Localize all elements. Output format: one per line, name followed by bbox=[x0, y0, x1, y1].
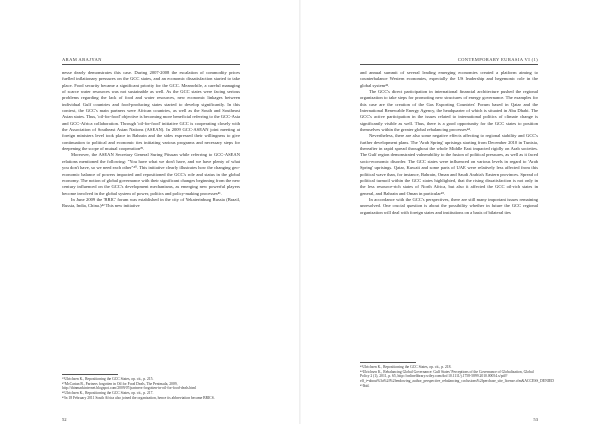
footnote-rule bbox=[360, 362, 416, 363]
paragraph: and annual summit of several leading emerging economies created a platform aiming to counterbalance Western economies, especially the US leadership and hegemonic role in the global system⁴³. bbox=[360, 70, 538, 88]
paragraph: nesse dearly demonstrates this case. During 2007-2008 the escalation of commodity prices fuelled inflationary pressures on the GCC states, and an economic dissatisfaction started to take place. Food security became a significant priority for the GCC. Meanwhile, a careful managing of scarce water resources was not sustainable as well. As the GCC states were facing serious problems regarding the lack of food and water resources, new economic linkages between individual Gulf countries and food-producing states started to develop significantly. In this context, the GCC's main partners were African countries, as well as the South and Southeast Asian states. Thus, 'oil-for-food' objective is becoming more beneficial referring to the GCC-Asia and GCC-Africa collaboration. Through 'oil-for-food' initiative GCC is cooperating closely with the Association of Southeast Asian Nations (ASEAN). In 2009 GCC-ASEAN joint meeting at foreign ministers level took place in Bahrain and the sides expressed their willingness to give continuation to political and economic ties initiating various programs and necessary steps for deepening the scope of mutual cooperation³⁹. bbox=[62, 70, 240, 152]
body-text-column bbox=[62, 70, 240, 210]
footnotes bbox=[62, 377, 240, 401]
footnotes bbox=[360, 365, 554, 389]
running-head-author: ARAM ABAJYAN bbox=[62, 57, 102, 62]
paragraph: Nevertheless, there are also some negative effects affecting to regional stability and GCC's further development plans. The 'Arab Spring' uprisings starting from December 2010 in Tunisia, thereafter in rapid spread throughout the whole Middle East impacted rigidly on Arab societies. The Gulf region demonstrated vulnerability to the fusion of political pressures, as well as it faced socio-economic disorder. The GCC states were influenced on various levels in regard to 'Arab Spring' uprisings. Qatar, Kuwait and some parts of UAE were relatively less affected from this political wave than, for instance, Bahrain, Oman and Saudi Arabia's Eastern provinces. Spread of political turmoil within the GCC states highlighted, that the rising dissatisfaction is not only in the less resource-rich states of North Africa, but also it affected the GCC oil-rich states in general, and Bahrain and Oman in particular⁴⁵. bbox=[360, 133, 538, 196]
paragraph: In June 2009 the 'BRIC' forum was established in the city of Yekaterinburg Russia (Brazil, Russia, India, China.)⁴² This new initiative bbox=[62, 196, 240, 209]
footnote: ⁴⁵Ibid. bbox=[360, 383, 370, 388]
footnote: ⁴³Ulrichsen K., Repositioning the GCC States, op. cit., p. 218. bbox=[360, 365, 452, 369]
page-number: 53 bbox=[533, 417, 538, 422]
body-text-column bbox=[360, 70, 538, 216]
footnote: ⁴²In 18 February 2011 South Africa also joined the organization, hence its abbreviation became BRICS. bbox=[62, 395, 215, 400]
footnote: ⁴¹Ulrichsen K., Repositioning the GCC States, op. cit., p. 217. bbox=[62, 391, 154, 396]
footnote-rule bbox=[62, 374, 118, 375]
running-head-journal: CONTEMPORARY EURASIA VI (1) bbox=[457, 57, 538, 62]
footnote: ⁴⁰McCartan B., Partners forgotten in Oil for Food Deals, The Peninsula, 2009, http://thinmarkinternet.blogspot.com/2009/07/partners-forgotten-in-oil-for-food-deals.html bbox=[62, 381, 197, 391]
paragraph: The GCC's direct participation in international financial architecture pushed the regional organization to take steps for promoting new structures of energy governance. The examples for this case are the creation of the Gas Exporting Countries' Forum based in Qatar and the International Renewable Energy Agency, the headquarter of which is situated in Abu Dhabi. The GCC's active participation in the issues related to international politics of climate change is significantly visible as well. Thus, there is a good opportunity for the GCC states to position themselves within the greater global rebalancing processes⁴⁴. bbox=[360, 89, 538, 133]
header-rule bbox=[360, 64, 538, 65]
footnote: ⁴⁴Ulrichsen K., Rebalancing Global Governance: Gulf States' Perceptions of the Governance of Globalization, Global Policy 2 (1), 2011, p. 65, http://onlinelibrary.wiley.com/doi/10.1111/j.1758-5899.2010.00054.x/pdf?elf_i=about%3a%2f%2fendowing_author_perspective_rebalancing_coclusions%2fperchase_site_license.cfm&ACCESS_DENIED bbox=[360, 369, 554, 384]
header-rule bbox=[62, 64, 240, 65]
footnote: ³⁹Ulrichsen K., Repositioning the GCC States, op. cit., p. 215. bbox=[62, 377, 154, 381]
page-number: 52 bbox=[62, 417, 67, 422]
right-page bbox=[300, 0, 600, 424]
paragraph: In accordance with the GCC's perspectives, there are still many important issues remaining unresolved. One crucial question is about the possibility whether in future the GCC regional organization will deal with foreign states and institutions on a basis of bilateral ties bbox=[360, 196, 538, 215]
paragraph: Moreover, the ASEAN Secretary General Suring Pitsuan while referring to GCC-ASEAN relations mentioned the following: "You have what we don't have, and we have plenty of what you don't have, so we need each other"⁴⁰. This initiative clearly illustrates how the changing geo-economic balance of powers impacted and repositioned the GCC's role and status in the global economy. The notion of global governance with their significant changes beginning from the new century influenced on the GCC's development mechanisms, as emerging new powerful players become involved in the global system of power, politics and policy-making processes⁴¹. bbox=[62, 152, 240, 196]
